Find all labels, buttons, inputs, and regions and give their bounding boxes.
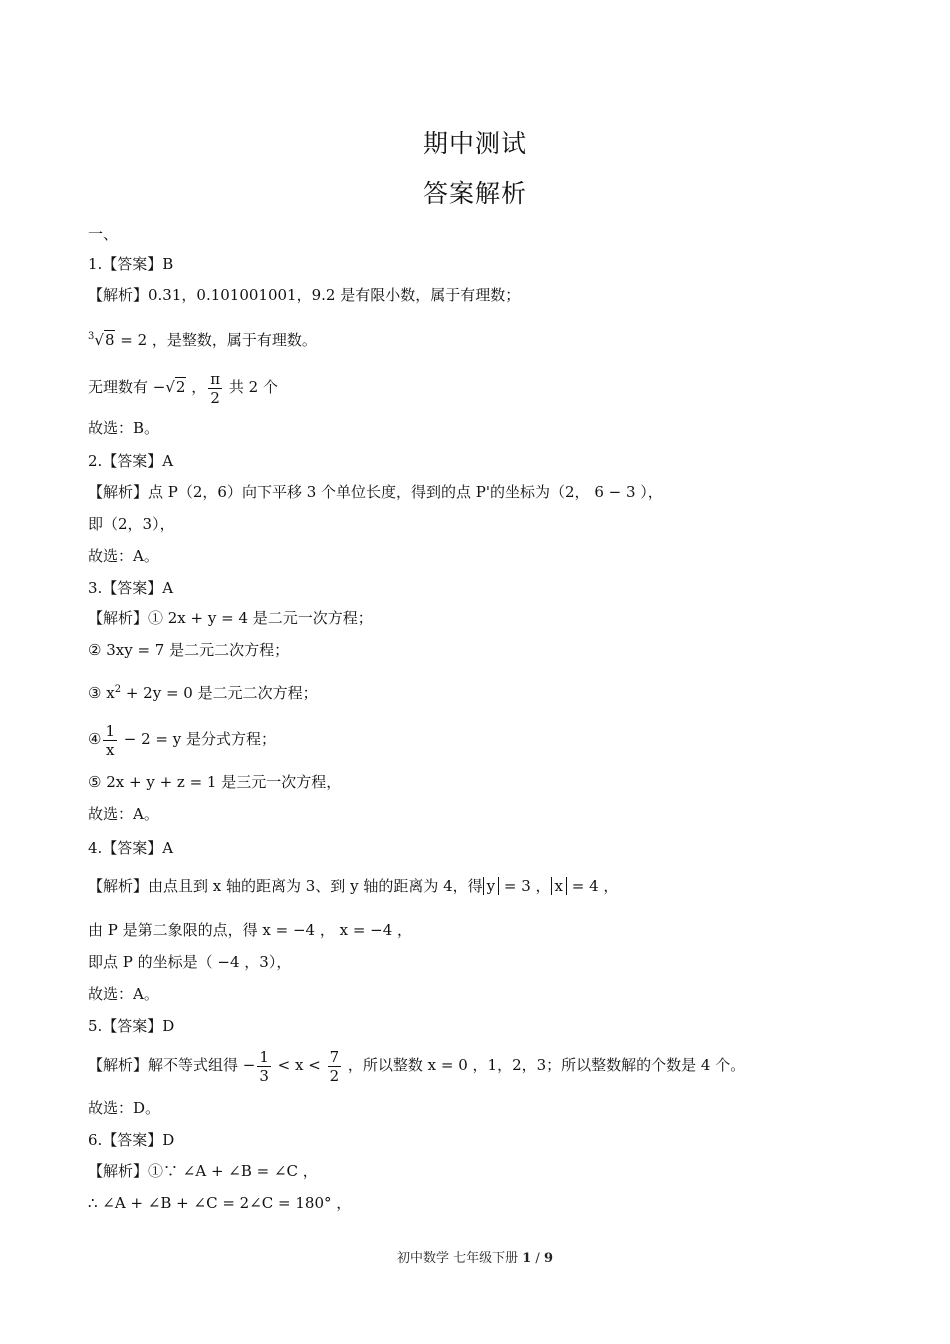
- one-over-x-fraction: [103, 722, 117, 759]
- page-number: 1: [522, 1251, 532, 1266]
- q6-therefore: ∴ ∠A + ∠B + ∠C = 2∠C = 180° ，: [88, 1194, 352, 1212]
- q1-answer: 1.【答案】B: [88, 255, 174, 273]
- q4-analysis: [88, 876, 618, 896]
- page-total: 9: [543, 1251, 553, 1266]
- page-footer: [0, 1247, 950, 1266]
- q5-choice: 故选：D。: [88, 1099, 161, 1117]
- q2-result: 即（2，3），: [88, 515, 175, 533]
- cube-root: $^3$√8: [88, 331, 115, 349]
- q1-irrational-post: 共 2 个: [224, 378, 278, 396]
- seven-halves-fraction: [328, 1048, 342, 1085]
- fraction-numerator: π: [210, 369, 221, 388]
- q6-answer: 6.【答案】D: [88, 1131, 175, 1149]
- q4-coordinates: 即点 P 的坐标是（ −4 ，3），: [88, 953, 292, 971]
- q3-item-3-post: + 2y = 0 是二元二次方程；: [121, 684, 318, 702]
- fraction-denominator: 2: [210, 388, 220, 407]
- fraction-numerator: 7: [329, 1047, 340, 1066]
- q5-analysis-mid: < x <: [272, 1056, 326, 1074]
- document-title: 期中测试: [422, 129, 527, 158]
- radicand: 8: [104, 331, 115, 349]
- fraction-numerator: 1: [259, 1047, 269, 1066]
- one-third-fraction: [257, 1048, 271, 1085]
- q1-cube-root-text: = 2 ，是整数，属于有理数。: [115, 331, 317, 349]
- q1-irrational-mid: ，: [186, 378, 207, 396]
- page-separator: /: [531, 1251, 544, 1266]
- q4-analysis-mid: = 3 ，: [499, 877, 551, 895]
- q4-answer: 4.【答案】A: [88, 839, 174, 857]
- q3-answer: 3.【答案】A: [88, 579, 174, 597]
- q1-analysis: 【解析】0.31，0.101001001，9.2 是有限小数，属于有理数；: [88, 286, 521, 304]
- q5-analysis-pre: 【解析】解不等式组得 −: [88, 1056, 256, 1074]
- root-index: 3: [88, 331, 95, 342]
- q3-item-4-pre: ④: [88, 730, 102, 748]
- q3-item-3-pre: ③ x: [88, 684, 115, 702]
- q5-analysis-post: ，所以整数 x = 0 ，1，2，3；所以整数解的个数是 4 个。: [343, 1056, 746, 1074]
- abs-x: x: [551, 877, 567, 895]
- fraction-denominator: 2: [329, 1066, 340, 1085]
- q2-analysis: 【解析】点 P（2，6）向下平移 3 个单位长度，得到的点 P'的坐标为（2， 6 − 3 ），: [88, 483, 663, 501]
- sqrt: √2: [165, 378, 186, 396]
- q3-item-2: ② 3xy = 7 是二元二次方程；: [88, 641, 290, 659]
- document-subtitle: 答案解析: [422, 179, 527, 208]
- q4-analysis-pre: 【解析】由点且到 x 轴的距离为 3、到 y 轴的距离为 4，得: [88, 877, 483, 895]
- q2-choice: 故选：A。: [88, 547, 159, 565]
- q5-analysis: [88, 1046, 745, 1085]
- q3-item-4-post: − 2 = y 是分式方程；: [119, 730, 276, 748]
- q1-choice: 故选：B。: [88, 419, 160, 437]
- fraction-denominator: x: [105, 740, 115, 759]
- q1-irrational-pre: 无理数有 −: [88, 378, 166, 396]
- pi-over-2-fraction: [208, 370, 222, 407]
- q3-item-1: 【解析】① 2x + y = 4 是二元一次方程；: [88, 609, 373, 627]
- abs-y: y: [483, 877, 499, 895]
- q3-item-4: [88, 720, 276, 759]
- footer-label: 初中数学 七年级下册: [396, 1251, 523, 1266]
- q4-quadrant: 由 P 是第二象限的点，得 x = −4 ， x = −4 ，: [88, 921, 413, 939]
- fraction-denominator: 3: [259, 1066, 269, 1085]
- q4-choice: 故选：A。: [88, 985, 159, 1003]
- section-heading: 一、: [88, 225, 119, 243]
- fraction-numerator: 1: [105, 721, 115, 740]
- q2-answer: 2.【答案】A: [88, 452, 174, 470]
- exponent: 2: [114, 684, 122, 695]
- q1-irrational-line: [88, 368, 278, 407]
- q1-cube-root-line: [88, 327, 317, 350]
- q6-analysis: 【解析】①∵ ∠A + ∠B = ∠C ，: [88, 1162, 318, 1180]
- q4-analysis-post: = 4 ，: [567, 877, 619, 895]
- q5-answer: 5.【答案】D: [88, 1017, 175, 1035]
- q3-item-5: ⑤ 2x + y + z = 1 是三元一次方程，: [88, 773, 342, 791]
- q3-choice: 故选：A。: [88, 805, 159, 823]
- q3-item-3: [88, 680, 318, 703]
- radicand: 2: [175, 378, 186, 396]
